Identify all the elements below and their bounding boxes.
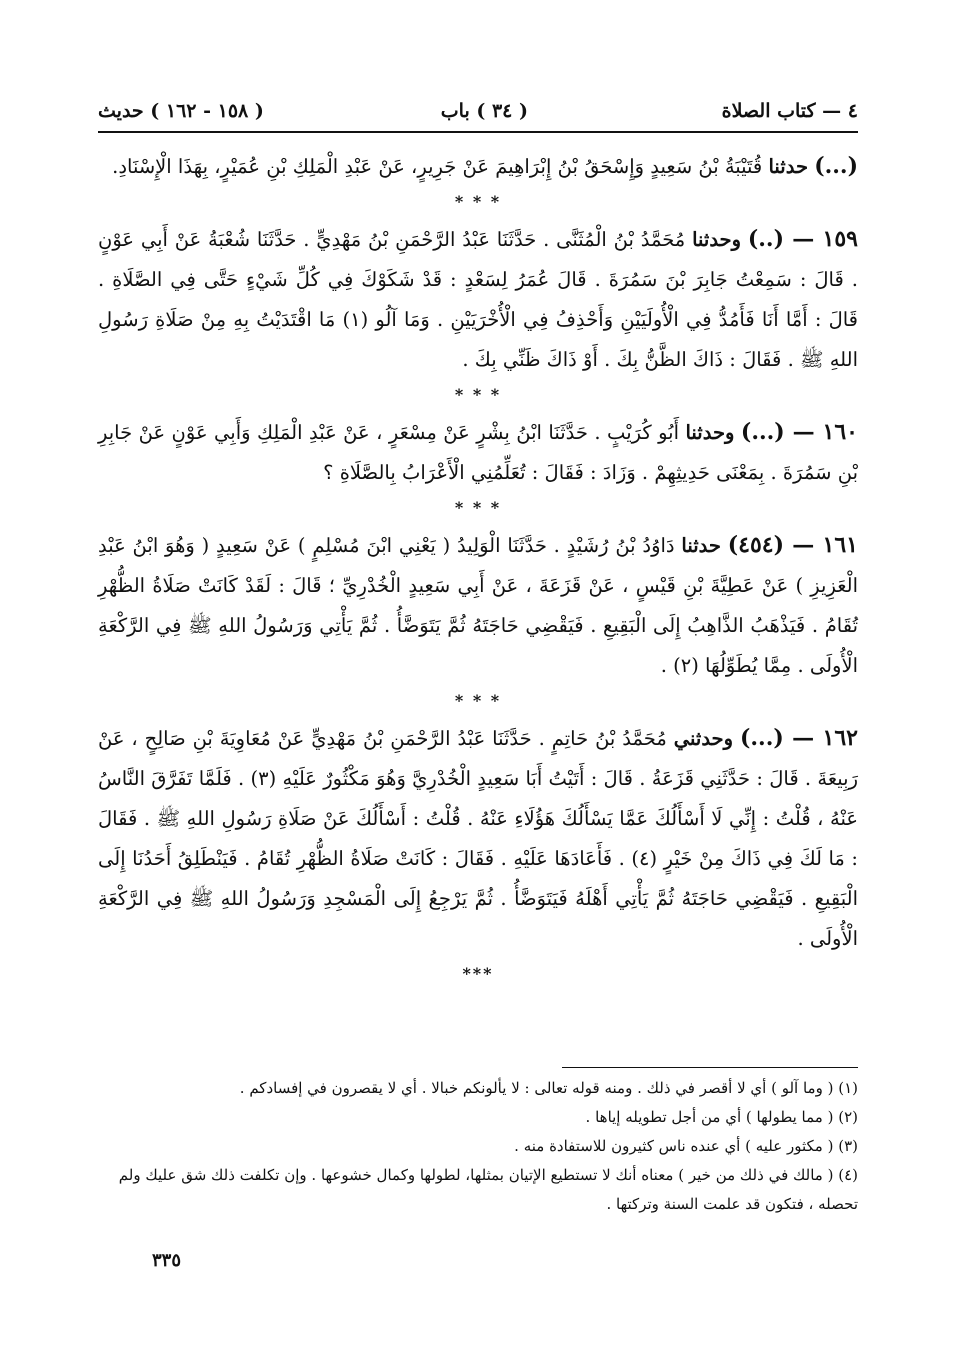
hadith-body: مُحَمَّدُ بْنُ الْمُثَنَّى . حَدَّثَنَا عَبْدُ الرَّحْمَنِ بْنُ مَهْدِيٍّ . حَدَّثَنَا شُعْبَةُ عَنْ أَبِي عَوْنٍ . قَالَ : سَمِعْتُ جَابِرَ بْنَ سَمُرَةَ . قَالَ عُمَرُ لِسَعْدٍ : قَدْ شَكَوْكَ فِي كُلِّ شَيْءٍ حَتَّى فِي الصَّلَاةِ . قَالَ : أَمَّا أَنَا فَأَمُدُّ فِي الْأُولَيَيْنِ وَأَحْذِفُ فِي الْأُخْرَيَيْنِ . وَمَا آلُو (١) مَا اقْتَدَيْتُ بِهِ مِنْ صَلَاةِ رَسُولِ اللهِ ﷺ . فَقَالَ : ذَاكَ الظَّنُّ بِكَ . أَوْ ذَاكَ ظَنِّي بِكَ . [98,228,858,371]
header-chapter: ( ٣٤ ) باب [440,100,528,122]
hadith-body: مُحَمَّدُ بْنُ حَاتِمٍ . حَدَّثَنَا عَبْدُ الرَّحْمَنِ بْنُ مَهْدِيٍّ عَنْ مُعَاوِيَةَ بْنِ صَالِحٍ ، عَنْ رَبِيعَةَ . قَالَ : حَدَّثَنِي قَزَعَةُ . قَالَ : أَتَيْتُ أَبَا سَعِيدٍ الْخُدْرِيَّ وَهُوَ مَكْثُورٌ عَلَيْهِ (٣) . فَلَمَّا تَفَرَّقَ النَّاسُ عَنْهُ ، قُلْتُ : إِنِّي لَا أَسْأَلُكَ عَمَّا يَسْأَلُكَ هَؤُلَاءِ عَنْهُ . قُلْتُ : أَسْأَلُكَ عَنْ صَلَاةِ رَسُولِ اللهِ ﷺ . فَقَالَ : مَا لَكَ فِي ذَاكَ مِنْ خَيْرٍ (٤) . فَأَعَادَهَا عَلَيْهِ . فَقَالَ : كَانَتْ صَلَاةُ الظُّهْرِ تُقَامُ . فَيَنْطَلِقُ أَحَدُنَا إِلَى الْبَقِيعِ . فَيَقْضِي حَاجَتَهُ ثُمَّ يَأْتِي أَهْلَهُ فَيَتَوَضَّأُ . ثُمَّ يَرْجِعُ إِلَى الْمَسْجِدِ وَرَسُولُ اللهِ ﷺ فِي الرَّكْعَةِ الْأُولَى . [98,727,859,950]
footnote: (١) ( وما آلو ) أي لا أقصر في ذلك . ومنه قوله تعالى : لا يألونكم خبالا . أي لا يقصرون في إفسادكم . [239,1079,858,1097]
end-mark: *** [462,964,494,983]
hadith-number: ١٥٩ — (..) [747,226,858,252]
hadith-paragraph [98,219,858,380]
section-separator: * * * [454,385,502,404]
hadith-body: قُتَيْبَةُ بْنُ سَعِيدٍ وَإِسْحَقُ بْنُ إِبْرَاهِيمَ عَنْ جَرِيرٍ، عَنْ عَبْدِ الْمَلِكِ بْنِ عُمَيْرٍ، بِهَذَا الْإِسْنَادِ. [112,155,763,178]
hadith-number: (...) [814,153,858,179]
hadith-paragraph [98,525,858,686]
hadith-paragraph [98,412,858,493]
hadith-paragraph [98,718,858,959]
hadith-number: ١٦٢ — (...) [739,725,858,751]
section-separator: * * * [454,691,502,710]
header-rule [98,131,858,133]
hadith-paragraph [98,146,858,187]
hadith-body: أَبُو كُرَيْبٍ . حَدَّثَنَا ابْنُ بِشْرٍ عَنْ مِسْعَرٍ ، عَنْ عَبْدِ الْمَلِكِ وَأَبِي عَوْنٍ عَنْ جَابِرِ بْنِ سَمُرَةَ . بِمَعْنَى حَدِيثِهِمْ . وَزَادَ : فَقَالَ : تُعَلِّمُنِي الْأَعْرَابُ بِالصَّلَاةِ ؟ [98,421,858,484]
section-separator: * * * [454,498,502,517]
hadith-opener: وحدثنا [685,421,735,444]
section-separator: * * * [454,192,502,211]
page-header [98,96,858,130]
hadith-number: ١٦١ — (٤٥٤) [727,532,858,558]
hadith-opener: وحدثنا [692,228,742,251]
footnote: (٣) ( مكثور عليه ) أي عنده ناس كثيرون للاستفادة منه . [514,1137,858,1155]
footnote: (٢) ( مما يطولها ) أي من أجل تطويله إياها . [585,1108,858,1126]
footnote-rule [562,1067,858,1068]
hadith-opener: حدثنا [768,155,808,178]
hadith-opener: وحدثني [673,727,734,750]
hadith-opener: حدثنا [681,534,721,557]
footnote: (٤) ( مالك في ذلك من خير ) معناه أنك لا تستطيع الإتيان بمثلها، لطولها وكمال خشوعها . وإن تكلفت ذلك شق عليك ولم تحصله ، فتكون قد علمت السنة وتركتها . [118,1166,858,1213]
hadith-body: دَاوُدُ بْنُ رُشَيْدٍ . حَدَّثَنَا الْوَلِيدُ ( يَعْنِي ابْنَ مُسْلِمٍ ) عَنْ سَعِيدٍ ( وَهُوَ ابْنُ عَبْدِ الْعَزِيزِ ) عَنْ عَطِيَّةَ بْنِ قَيْسٍ ، عَنْ قَزَعَةَ ، عَنْ أَبِي سَعِيدٍ الْخُدْرِيِّ ؛ قَالَ : لَقَدْ كَانَتْ صَلَاةُ الظُّهْرِ تُقَامُ . فَيَذْهَبُ الذَّاهِبُ إِلَى الْبَقِيعِ . فَيَقْضِي حَاجَتَهُ ثُمَّ يَتَوَضَّأُ . ثُمَّ يَأْتِي وَرَسُولُ اللهِ ﷺ فِي الرَّكْعَةِ الْأُولَى . مِمَّا يُطَوِّلُهَا (٢) . [98,534,858,677]
hadith-number: ١٦٠ — (...) [740,419,858,445]
header-hadith-range: ( ١٥٨ - ١٦٢ ) حديث [98,100,264,122]
page-number: ٣٣٥ [152,1250,182,1271]
footnotes [98,1074,858,1219]
header-book-title: ٤ — كتاب الصلاة [721,100,858,122]
hadith-text [98,146,858,991]
